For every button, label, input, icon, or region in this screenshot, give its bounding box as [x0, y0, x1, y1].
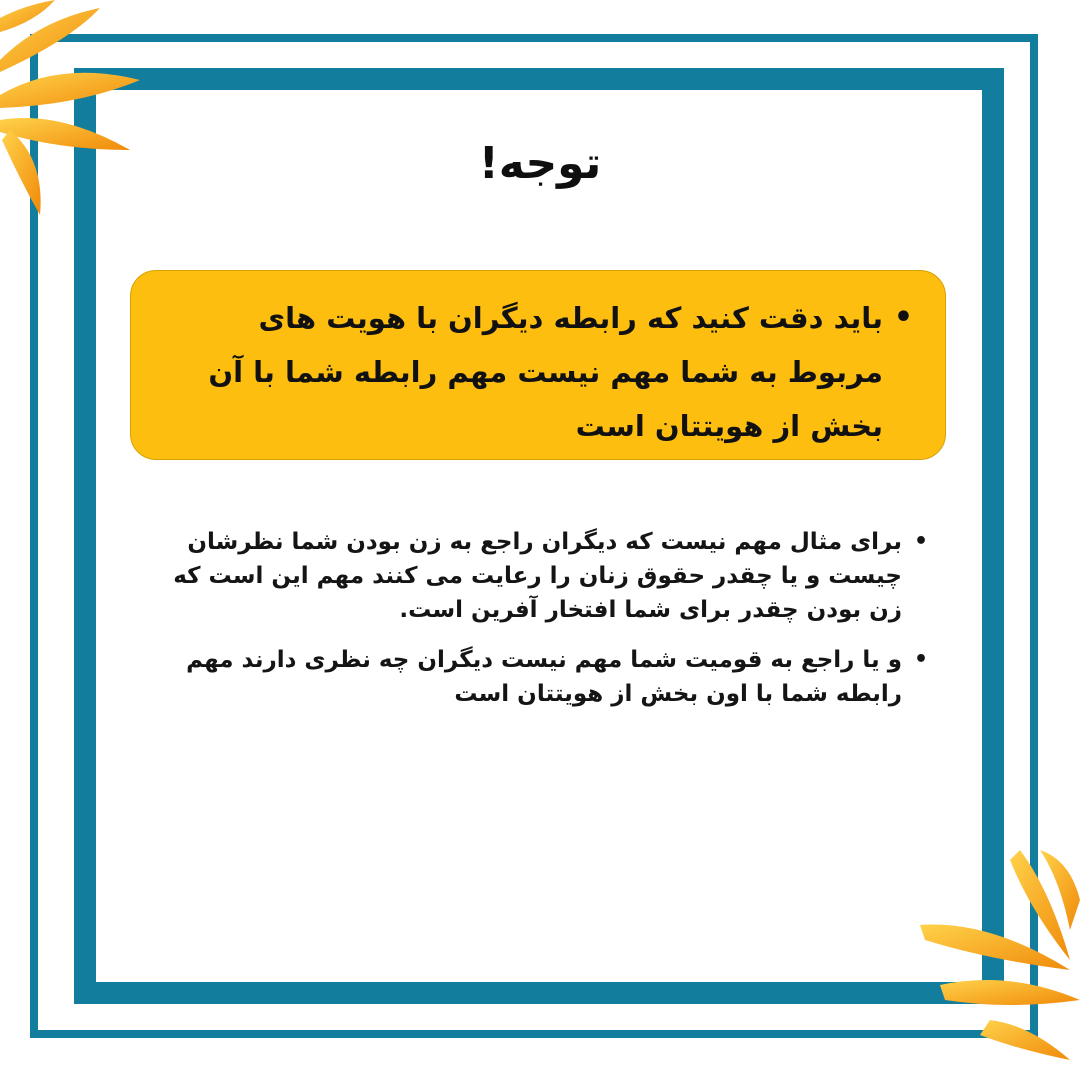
highlight-text: • باید دقت کنید که رابطه دیگران با هویت های مربوط به شما مهم نیست مهم رابطه شما با آن بخش از هویتتان است	[157, 291, 909, 453]
list-item: • برای مثال مهم نیست که دیگران راجع به زن بودن شما نظرشان چیست و یا چقدر حقوق زنان را رعایت می کنند مهم این است که زن بودن چقدر برای شما افتخار آفرین است.	[150, 525, 930, 627]
list-item: • و یا راجع به قومیت شما مهم نیست دیگران چه نظری دارند مهم رابطه شما با اون بخش از هویتتان است	[150, 643, 930, 711]
page-title: توجه!	[478, 138, 602, 189]
highlight-box	[130, 270, 946, 460]
bullet-list	[150, 525, 930, 727]
